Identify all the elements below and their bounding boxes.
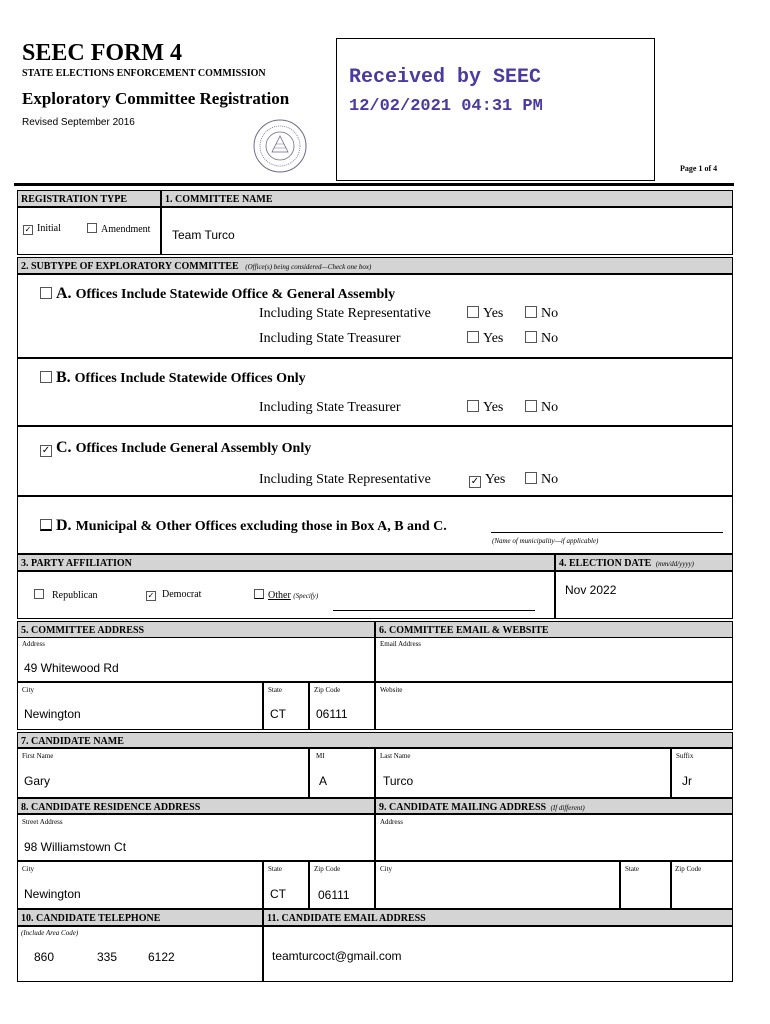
residence-city-value[interactable]: Newington: [24, 887, 81, 901]
phone-line[interactable]: 6122: [148, 950, 175, 964]
subtype-a-title: Offices Include Statewide Office & General Assembly: [75, 287, 396, 302]
subtype-c-box: [17, 426, 733, 496]
mi-cell: MI A: [309, 748, 375, 798]
residence-zip-cell: Zip Code 06111: [309, 861, 375, 909]
subtype-a-option[interactable]: A. Offices Include Statewide Office & General Assembly: [40, 285, 395, 303]
subtype-a-rep-yes-checkbox[interactable]: [467, 306, 479, 318]
democrat-checkbox[interactable]: ✓: [147, 591, 155, 600]
subtype-d-checkbox[interactable]: [40, 519, 52, 531]
democrat-option[interactable]: ✓ Democrat: [147, 589, 202, 600]
subtype-d-box: [17, 496, 733, 554]
subtype-a-treas-yes-checkbox[interactable]: [467, 331, 479, 343]
subtype-b-treas-yes-checkbox[interactable]: [467, 400, 479, 412]
subtype-a-treas-no[interactable]: No: [525, 331, 558, 347]
mailing-zip-cell: Zip Code: [671, 861, 733, 909]
first-name-cell: First Name Gary: [17, 748, 309, 798]
telephone-header: 10. CANDIDATE TELEPHONE: [17, 909, 263, 926]
election-date-header: 4. ELECTION DATE (mm/dd/yyyy): [555, 554, 733, 571]
subtype-b-treas-no[interactable]: No: [525, 400, 558, 416]
suffix-cell: Suffix Jr: [671, 748, 733, 798]
subtype-a-treas-label: Including State Treasurer: [259, 331, 401, 346]
initial-label: Initial: [37, 223, 61, 234]
other-option[interactable]: Other (Specify): [254, 589, 318, 601]
subtype-c-rep-yes[interactable]: ✓ Yes: [470, 472, 506, 487]
subtype-c-rep-no-checkbox[interactable]: [525, 472, 537, 484]
initial-checkbox[interactable]: ✓: [24, 225, 32, 234]
subtype-a-rep-label: Including State Representative: [259, 306, 431, 321]
last-name-cell: Last Name Turco: [375, 748, 671, 798]
subtype-b-option[interactable]: B. Offices Include Statewide Offices Only: [40, 369, 306, 387]
subtype-a-rep-no[interactable]: No: [525, 306, 558, 322]
stamp-received: Received by SEEC: [349, 66, 542, 89]
subtype-b-treas-no-checkbox[interactable]: [525, 400, 537, 412]
other-checkbox[interactable]: [254, 589, 264, 599]
subtype-d-title: Municipal & Other Offices excluding those in Box A, B and C.: [75, 519, 447, 534]
first-name-value[interactable]: Gary: [24, 774, 51, 788]
revised-date: Revised September 2016: [22, 117, 135, 128]
subtype-header: [17, 257, 733, 274]
registration-type-header: REGISTRATION TYPE: [17, 190, 161, 207]
subtype-b-treas-yes[interactable]: Yes: [467, 400, 503, 416]
amendment-checkbox[interactable]: [87, 223, 97, 233]
municipality-line[interactable]: [491, 532, 723, 533]
committee-address-header: 5. COMMITTEE ADDRESS: [17, 621, 375, 638]
subtype-d-option[interactable]: D. Municipal & Other Offices excluding those in Box A, B and C.: [40, 517, 447, 535]
subtype-b-title: Offices Include Statewide Offices Only: [74, 371, 306, 386]
committee-city-value[interactable]: Newington: [24, 707, 81, 721]
subtype-note: (Office(s) being considered—Check one box): [245, 263, 372, 271]
committee-name-header: 1. COMMITTEE NAME: [161, 190, 733, 207]
committee-address-cell: Address 49 Whitewood Rd: [17, 637, 375, 682]
subtype-c-checkbox[interactable]: ✓: [41, 445, 51, 456]
committee-city-cell: City Newington: [17, 682, 263, 730]
candidate-name-header: 7. CANDIDATE NAME: [17, 732, 733, 748]
republican-option[interactable]: Republican: [34, 589, 98, 601]
committee-email-cell: Email Address: [375, 637, 733, 682]
residence-state-value[interactable]: CT: [270, 887, 286, 901]
subtype-c-title: Offices Include General Assembly Only: [75, 441, 312, 456]
residence-state-cell: State CT: [263, 861, 309, 909]
municipality-note: (Name of municipality—if applicable): [492, 537, 599, 545]
phone-area-code[interactable]: 860: [34, 950, 55, 964]
party-cell: [17, 571, 555, 619]
subtype-a-rep-yes[interactable]: Yes: [467, 306, 503, 322]
phone-prefix[interactable]: 335: [97, 950, 118, 964]
committee-state-cell: State CT: [263, 682, 309, 730]
committee-email-header: 6. COMMITTEE EMAIL & WEBSITE: [375, 621, 733, 638]
subtype-a-rep-no-checkbox[interactable]: [525, 306, 537, 318]
subtype-c-rep-yes-checkbox[interactable]: ✓: [470, 476, 480, 487]
committee-website-cell: Website: [375, 682, 733, 730]
subtype-a-treas-yes[interactable]: Yes: [467, 331, 503, 347]
committee-address-value[interactable]: 49 Whitewood Rd: [24, 661, 119, 675]
top-rule: [14, 183, 734, 186]
other-specify-line[interactable]: [333, 610, 535, 611]
committee-name-cell: [161, 207, 733, 255]
election-date-value[interactable]: Nov 2022: [565, 583, 617, 597]
party-header: 3. PARTY AFFILIATION: [17, 554, 555, 571]
amendment-option[interactable]: [87, 223, 150, 235]
residence-street-value[interactable]: 98 Williamstown Ct: [24, 840, 127, 854]
form-subtitle: Exploratory Committee Registration: [22, 89, 290, 108]
subtype-a-treas-no-checkbox[interactable]: [525, 331, 537, 343]
subtype-b-box: [17, 358, 733, 426]
registration-type-cell: [17, 207, 161, 255]
subtype-b-checkbox[interactable]: [40, 371, 52, 383]
committee-name-value[interactable]: Team Turco: [172, 228, 235, 242]
residence-header: 8. CANDIDATE RESIDENCE ADDRESS: [17, 798, 375, 814]
mailing-state-cell: State: [620, 861, 671, 909]
mailing-header: 9. CANDIDATE MAILING ADDRESS (If different): [375, 798, 733, 814]
stamp-datetime: 12/02/2021 04:31 PM: [349, 97, 543, 116]
seal-logo: [252, 118, 308, 174]
email-header: 11. CANDIDATE EMAIL ADDRESS: [263, 909, 733, 926]
residence-zip-value[interactable]: 06111: [318, 888, 350, 902]
election-date-cell: [555, 571, 733, 619]
subtype-a-box: [17, 274, 733, 358]
email-value[interactable]: teamturcoct@gmail.com: [272, 949, 402, 963]
residence-street-cell: Street Address 98 Williamstown Ct: [17, 814, 375, 861]
initial-option[interactable]: [23, 223, 61, 235]
subtype-b-treas-label: Including State Treasurer: [259, 400, 401, 415]
subtype-a-checkbox[interactable]: [40, 287, 52, 299]
republican-checkbox[interactable]: [34, 589, 44, 599]
form-title: SEEC FORM 4: [22, 40, 183, 66]
mailing-city-cell: City: [375, 861, 620, 909]
amendment-label: Amendment: [101, 224, 151, 235]
last-name-value[interactable]: Turco: [383, 774, 414, 788]
subtype-label: 2. SUBTYPE OF EXPLORATORY COMMITTEE: [21, 261, 239, 272]
committee-zip-cell: Zip Code 06111: [309, 682, 375, 730]
email-cell: [263, 926, 733, 982]
suffix-value[interactable]: Jr: [682, 774, 692, 788]
residence-city-cell: City Newington: [17, 861, 263, 909]
committee-state-value[interactable]: CT: [270, 707, 286, 721]
mi-value[interactable]: A: [319, 774, 328, 788]
agency-name: STATE ELECTIONS ENFORCEMENT COMMISSION: [22, 68, 266, 79]
telephone-cell: (Include Area Code) 860 335 6122: [17, 926, 263, 982]
subtype-c-option[interactable]: ✓ C. Offices Include General Assembly Only: [41, 439, 312, 456]
committee-zip-value[interactable]: 06111: [316, 707, 348, 721]
subtype-c-rep-no[interactable]: No: [525, 472, 558, 488]
page-number: Page 1 of 4: [680, 164, 718, 173]
mailing-address-cell: Address: [375, 814, 733, 861]
subtype-c-rep-label: Including State Representative: [259, 472, 431, 487]
received-stamp-box: [336, 38, 655, 181]
